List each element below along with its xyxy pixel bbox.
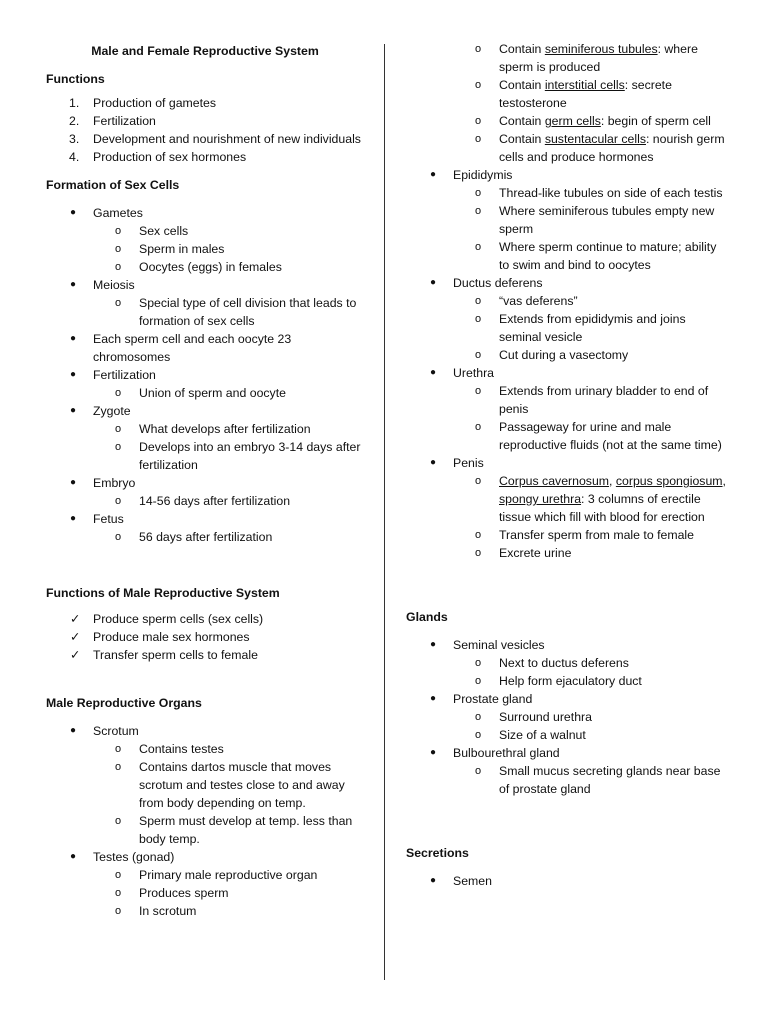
- sub-item: o Develops into an embryo 3-14 days after fertilization: [115, 440, 361, 472]
- underlined-term: seminiferous tubules: [544, 42, 658, 56]
- sub-item: o Special type of cell division that leads to formation of sex cells: [115, 296, 357, 328]
- list-item: ● Urethra o Extends from urinary bladder to end of penis o Passageway for urine and male reproductive fluids (not at the same time): [406, 364, 726, 454]
- circle-bullet-icon: o: [115, 905, 122, 917]
- column-divider: [384, 44, 385, 980]
- list-item: ● Each sperm cell and each oocyte 23 chromosomes: [70, 332, 292, 364]
- list-item: ● Fetus o 56 days after fertilization: [46, 510, 364, 546]
- list-item: ● Semen: [430, 874, 492, 888]
- list-item: ● Fertilization o Union of sperm and oocyte: [46, 366, 364, 402]
- underlined-term: interstitial cells: [544, 78, 625, 92]
- list-item: ● Scrotum o Contains testes o Contains dartos muscle that moves scrotum and testes close to and away from body depending on temp. o Sperm must develop at temp. less than body temp.: [46, 722, 364, 848]
- circle-bullet-icon: o: [115, 387, 122, 399]
- circle-bullet-icon: o: [115, 869, 122, 881]
- sub-item: o 56 days after fertilization: [115, 530, 273, 544]
- circle-bullet-icon: o: [115, 743, 122, 755]
- checkmark-icon: ✓: [70, 612, 81, 626]
- sub-item: o Contains testes: [115, 742, 224, 756]
- secretions-list: [406, 872, 726, 890]
- bullet-icon: ●: [70, 333, 77, 344]
- circle-bullet-icon: o: [115, 531, 122, 543]
- list-item: ● Gametes o Sex cells o Sperm in males o Oocytes (eggs) in females: [46, 204, 364, 276]
- circle-bullet-icon: o: [475, 385, 482, 397]
- list-item: ● Seminal vesicles o Next to ductus deferens o Help form ejaculatory duct: [406, 636, 726, 690]
- circle-bullet-icon: o: [115, 761, 122, 773]
- circle-bullet-icon: o: [475, 547, 482, 559]
- sub-item: o Sperm in males: [115, 242, 225, 256]
- circle-bullet-icon: o: [115, 887, 122, 899]
- sub-item: o Contain seminiferous tubules: where sperm is produced: [475, 42, 698, 74]
- bullet-icon: ●: [430, 693, 437, 704]
- sub-item: o What develops after fertilization: [115, 422, 311, 436]
- list-item: ✓ Produce male sex hormones: [70, 630, 250, 644]
- sub-item: o Thread-like tubules on side of each testis: [475, 186, 723, 200]
- circle-bullet-icon: o: [115, 297, 122, 309]
- formation-list: [46, 204, 364, 546]
- list-item: ● Meiosis o Special type of cell division that leads to formation of sex cells: [46, 276, 364, 330]
- list-number: 3.: [69, 132, 80, 146]
- circle-bullet-icon: o: [475, 187, 482, 199]
- sub-item: o “vas deferens”: [475, 294, 578, 308]
- sub-item: o Sex cells: [115, 224, 189, 238]
- circle-bullet-icon: o: [475, 657, 482, 669]
- sub-item: o Excrete urine: [475, 546, 572, 560]
- circle-bullet-icon: o: [115, 815, 122, 827]
- circle-bullet-icon: o: [115, 423, 122, 435]
- sub-item: o Contain sustentacular cells: nourish germ cells and produce hormones: [475, 132, 725, 164]
- list-number: 1.: [69, 96, 80, 110]
- bullet-icon: ●: [430, 639, 437, 650]
- circle-bullet-icon: o: [475, 765, 482, 777]
- underlined-term: Corpus cavernosum: [499, 474, 610, 488]
- circle-bullet-icon: o: [115, 261, 122, 273]
- male-functions-heading: Functions of Male Reproductive System: [46, 586, 280, 600]
- list-item: ● Penis o Corpus cavernosum, corpus spongiosum, spongy urethra: 3 columns of erectile tissue which fill with blood for erection o Transfer sperm from male to female o Excrete urine: [406, 454, 726, 562]
- list-item: ✓ Transfer sperm cells to female: [70, 648, 258, 662]
- bullet-icon: ●: [70, 513, 77, 524]
- bullet-icon: ●: [70, 279, 77, 290]
- bullet-icon: ●: [430, 457, 437, 468]
- list-item: 4. Production of sex hormones: [69, 150, 247, 164]
- bullet-icon: ●: [430, 169, 437, 180]
- list-number: 2.: [69, 114, 80, 128]
- organs-heading: Male Reproductive Organs: [46, 696, 202, 710]
- sub-item: o Help form ejaculatory duct: [475, 674, 642, 688]
- sub-item: o Where seminiferous tubules empty new sperm: [475, 204, 715, 236]
- sub-item: o Primary male reproductive organ: [115, 868, 318, 882]
- circle-bullet-icon: o: [475, 295, 482, 307]
- formation-heading: Formation of Sex Cells: [46, 178, 180, 192]
- bullet-icon: ●: [70, 207, 77, 218]
- testes-contains-list: [406, 40, 726, 166]
- glands-heading: Glands: [406, 610, 448, 624]
- bullet-icon: ●: [70, 851, 77, 862]
- sub-item: o Contains dartos muscle that moves scrotum and testes close to and away from body depending on temp.: [115, 760, 345, 810]
- sub-item: o Oocytes (eggs) in females: [115, 260, 282, 274]
- bullet-icon: ●: [70, 369, 77, 380]
- underlined-term: germ cells: [544, 114, 601, 128]
- bullet-icon: ●: [430, 277, 437, 288]
- sub-item: o Extends from epididymis and joins seminal vesicle: [475, 312, 686, 344]
- list-item: 2. Fertilization: [69, 114, 156, 128]
- sub-item: o Cut during a vasectomy: [475, 348, 629, 362]
- list-item: ● Embryo o 14-56 days after fertilization: [46, 474, 364, 510]
- checkmark-icon: ✓: [70, 648, 81, 662]
- bullet-icon: ●: [430, 367, 437, 378]
- circle-bullet-icon: o: [475, 711, 482, 723]
- list-item: ● Bulbourethral gland o Small mucus secreting glands near base of prostate gland: [406, 744, 726, 798]
- sub-item: o Corpus cavernosum, corpus spongiosum, spongy urethra: 3 columns of erectile tissue which fill with blood for erection: [475, 474, 726, 524]
- list-item: ● Zygote o What develops after fertilization o Develops into an embryo 3-14 days after fertilization: [46, 402, 364, 474]
- circle-bullet-icon: o: [115, 441, 122, 453]
- underlined-term: corpus spongiosum: [615, 474, 723, 488]
- sub-item: o Transfer sperm from male to female: [475, 528, 694, 542]
- sub-item: o Sperm must develop at temp. less than body temp.: [115, 814, 353, 846]
- glands-list: [406, 636, 726, 798]
- functions-heading: Functions: [46, 72, 105, 86]
- sub-item: o Passageway for urine and male reproductive fluids (not at the same time): [475, 420, 722, 452]
- circle-bullet-icon: o: [475, 133, 482, 145]
- list-item: ● Epididymis o Thread-like tubules on side of each testis o Where seminiferous tubules empty new sperm o Where sperm continue to mature; ability to swim and bind to oocytes: [406, 166, 726, 274]
- sub-item: o Small mucus secreting glands near base of prostate gland: [475, 764, 721, 796]
- sub-item: o Surround urethra: [475, 710, 592, 724]
- list-item: ● Testes (gonad) o Primary male reproductive organ o Produces sperm o In scrotum: [46, 848, 364, 920]
- circle-bullet-icon: o: [475, 79, 482, 91]
- bullet-icon: ●: [430, 747, 437, 758]
- checkmark-icon: ✓: [70, 630, 81, 644]
- sub-item: o Union of sperm and oocyte: [115, 386, 286, 400]
- right-column: [406, 40, 726, 912]
- sub-item: o Produces sperm: [115, 886, 229, 900]
- list-item: ✓ Produce sperm cells (sex cells): [70, 612, 264, 626]
- circle-bullet-icon: o: [115, 225, 122, 237]
- sub-item: o Contain interstitial cells: secrete testosterone: [475, 78, 672, 110]
- sub-item: o Size of a walnut: [475, 728, 586, 742]
- underlined-term: spongy urethra: [499, 492, 582, 506]
- circle-bullet-icon: o: [475, 529, 482, 541]
- circle-bullet-icon: o: [475, 421, 482, 433]
- list-number: 4.: [69, 150, 80, 164]
- secretions-heading: Secretions: [406, 846, 469, 860]
- list-item: ● Prostate gland o Surround urethra o Size of a walnut: [406, 690, 726, 744]
- page-title: Male and Female Reproductive System: [91, 44, 319, 58]
- circle-bullet-icon: o: [475, 205, 482, 217]
- organs-list-continued: [406, 166, 726, 562]
- list-item: 3. Development and nourishment of new individuals: [69, 132, 361, 146]
- circle-bullet-icon: o: [475, 43, 482, 55]
- sub-item: o Next to ductus deferens: [475, 656, 629, 670]
- underlined-term: sustentacular cells: [544, 132, 646, 146]
- sub-item: o 14-56 days after fertilization: [115, 494, 291, 508]
- circle-bullet-icon: o: [475, 475, 482, 487]
- circle-bullet-icon: o: [475, 115, 482, 127]
- sub-item: o Contain germ cells: begin of sperm cell: [475, 114, 711, 128]
- organs-list: [46, 722, 364, 920]
- bullet-icon: ●: [70, 477, 77, 488]
- circle-bullet-icon: o: [475, 729, 482, 741]
- circle-bullet-icon: o: [115, 243, 122, 255]
- circle-bullet-icon: o: [475, 313, 482, 325]
- sub-item: o Extends from urinary bladder to end of penis: [475, 384, 709, 416]
- bullet-icon: ●: [430, 875, 437, 886]
- circle-bullet-icon: o: [115, 495, 122, 507]
- circle-bullet-icon: o: [475, 349, 482, 361]
- functions-list: [46, 94, 364, 166]
- left-column: [46, 40, 364, 920]
- bullet-icon: ●: [70, 725, 77, 736]
- circle-bullet-icon: o: [475, 241, 482, 253]
- bullet-icon: ●: [70, 405, 77, 416]
- list-item: ● Ductus deferens o “vas deferens” o Extends from epididymis and joins seminal vesicle o Cut during a vasectomy: [406, 274, 726, 364]
- circle-bullet-icon: o: [475, 675, 482, 687]
- sub-item: o Where sperm continue to mature; ability to swim and bind to oocytes: [475, 240, 717, 272]
- sub-item: o In scrotum: [115, 904, 197, 918]
- male-functions-list: [46, 610, 364, 664]
- list-item: 1. Production of gametes: [69, 96, 217, 110]
